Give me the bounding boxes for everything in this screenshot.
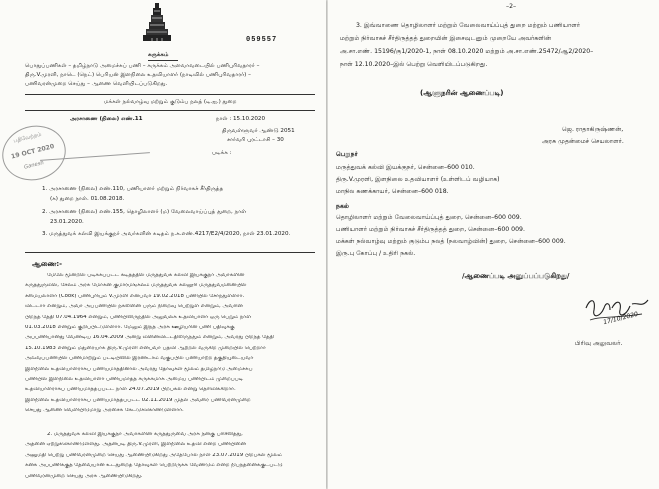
department-line: மக்கள் நல்வாழ்வு மற்றும் குடும்ப நலத் (டி.ஐ.) துறை — [104, 99, 237, 105]
signatory-title: அரசு முதன்மைச் செயலாளர். — [542, 138, 624, 145]
order-para2-line-4: கனக அப்பணிக்குத் தேவையான உட்துறைத் தேர்வுகள் பெற்றிருக்க வேண்டும் என்ற நிபந்தனைக்குட்பட்டு — [25, 463, 283, 469]
summary-line-1: பொதுப்பணிகள் – தமிழ்நாடு அமைச்சுப் பணி – சுருக்கம் அளவாவடையில் பணிபுரிவதாரர் – — [25, 63, 260, 69]
para3-line-4: நாள் 12.10.2020–இல் பெற்று வெளியிடப்படுகிறது. — [340, 61, 488, 68]
document-page-1 — [0, 0, 326, 489]
reference-1-cont: (க) துறை நாள். 01.08.2018. — [50, 196, 125, 202]
go-date: நாள் : 15.10.2020 — [216, 116, 266, 122]
copy-label: நகல் — [336, 203, 350, 210]
handwritten-signature — [582, 288, 654, 332]
recipient-1: மருத்துவக் கல்வி இயக்குநர், சென்னை–600 010. — [336, 164, 475, 171]
order-para2-line-5: பணிவரன்முறை செய்து அரசு ஆணையிடுகிறது. — [25, 473, 143, 479]
reference-2-cont: 23.01.2020. — [50, 219, 84, 225]
handwritten-date: 17/10/2020 — [602, 310, 639, 327]
copy-to-4: இரு.பு கோப்பு / உதிரி நகல். — [336, 250, 416, 257]
order-para1-line-12: உதவியாளராகப் பணியமர்த்தப்பட்ட நாள் 24.07.2019 பிறபகல் என்று தெரிவிக்கிறார். — [25, 387, 236, 393]
document-page-2 — [328, 0, 659, 489]
order-para1-line-11: பணியில் இளநிலை உதவியாளர் பணியமர்த்த சுருக்கமாக அமைய பணியிடம் முறைப்படி — [25, 377, 243, 382]
forwarded-by: /ஆணைப்படி அனுப்பப்படுகிறது/ — [462, 272, 570, 280]
summary-heading: சுருக்கம் — [148, 52, 169, 58]
recipients-label: பெறுநர் — [336, 151, 358, 158]
page-number: –2– — [506, 3, 517, 10]
order-heading: ஆணை:- — [32, 260, 63, 268]
copy-to-3: மக்கள் நல்வாழ்வு மற்றும் குடும்ப நலத் (நலவாழ்வின்) துறை, சென்னை–600 009. — [336, 238, 566, 245]
order-para1-line-5: பிறந்த தேதி 07.04.1964 என்றும், பணியிலிருந்தில் அலுவலக உதவியாளர் ஒரு பெறும் நாள் — [25, 314, 251, 320]
order-para1-line-3: சமையலாளர் (Cook) பணிபுரியும் V.முரளி என்பவர் 19.02.2018 பணியில் சேர்ந்துள்ளார். — [25, 293, 245, 299]
read-label: படிக்க : — [212, 150, 232, 156]
order-para1-line-14: செய்து ஆணை வெளியிடுமாறு அரசைக் கேட்டுக்கொண்டுள்ளார். — [25, 408, 184, 414]
order-para1-line-6: 01.03.2018 என்றும் குறிப்பிட்டுள்ளார். மேலும் இந்த அரசு ஊழியரின் பணி பதிவுக்கு — [25, 325, 235, 330]
section-officer-title: பிரிவு அலுவலர். — [575, 340, 623, 347]
summary-line-2: திரு.V.முரளி, நாடெ (நெட்) பெரியன் இளநிலை உதவியாளர் (நாடிவில் பணிபுரிவதாரர்) – — [25, 72, 251, 78]
order-para1-line-1: மேலே மூன்றில் படிக்கப்பட்ட கடிதத்தில் மருத்துவக் கல்வி இயக்குநர் அவர்களின் — [47, 273, 245, 278]
order-para1-line-8: 15.10.1983 என்றும் மதுரையாக திரு.V.முரளி என்பவர் பதவி ஆற்றல் வருகிற முறையில் பெற்றார் — [25, 345, 266, 351]
order-para2-line-1: 2. மருத்துவக் கல்வி இயக்குநர் அவர்களின் கருத்துருவை அரசு நன்கு பரிசீலித்து, — [47, 432, 243, 437]
reference-2: 2. அரசாணை (நிலை) எண்.155, தொழிலாளர் (ம) வேலைவாய்ப்புத் துறை, நாள் — [42, 209, 247, 215]
para3-line-2: மற்றும் நிர்வாகச் சீர்திருத்தத் துறையின் இசைவுடனும் முறையே அவர்களின் — [340, 35, 552, 42]
tamil-year: திருவள்ளுவர் ஆண்டு 2051 — [222, 128, 295, 134]
reference-3: 3. மருத்துவக் கல்வி இயக்குநர் அவர்களின் கடிதம் ந.க.எண்.4217/E2/4/2020, நாள் 23.01.2020. — [42, 231, 291, 237]
reference-1: 1. அரசாணை (நிலை) எண்.110, பணியாளர் மற்றும் நிர்வாகச் சீர்திருத்த — [42, 186, 224, 192]
order-para1-line-13: இளநிலை உதவியாளராகப் பணியமர்த்தப்பட்ட 02.11.2019 முதல் அவரை பணிவரன்முறை — [25, 397, 251, 403]
serial-number: 059557 — [246, 36, 278, 44]
recipient-3: மாநில கணக்காயர், சென்னை–600 018. — [336, 188, 449, 195]
para3-line-3: அ.சா.எண். 15196/கு1/2020-1, நாள் 08.10.2020 மற்றும் அ.சா.எண்.25472/ஆ2/2020– — [340, 48, 594, 55]
government-emblem-icon — [140, 2, 174, 42]
para3-line-1: 3. இவ்வாணை தொழிலாளர் மற்றும் வேலைவாய்ப்புத் துறை மற்றும் பணியாளர் — [356, 22, 581, 29]
recipient-2: திரு.V.முரளி, இளநிலை உதவியாளர் (உள்ளிடப் வழியாக) — [336, 176, 500, 183]
tamil-month: சார்வரி புரட்டாசி – 30 — [227, 137, 284, 143]
copy-to-1: தொழிலாளர் மற்றும் வேலைவாய்ப்புத் துறை, சென்னை–600 009. — [336, 214, 522, 221]
governor-order: (ஆளுநரின் ஆணைப்படி) — [420, 89, 504, 97]
order-para1-line-2: கருத்துருவில், சேலம் அரசு மோகன் குமாரமங்கலம் மருத்துவக் கல்லூரி மருத்துவமனையில் — [25, 283, 247, 289]
received-stamp: பதிவேற்றம் 19 OCT 2020 Ganesh — [0, 119, 72, 187]
order-para2-line-2: அதனை ஏற்றுக்கொண்டுள்ளது. அதன்படி திரு.V.முரளி, இளநிலை உதவி என்ற பணியினை — [25, 442, 246, 448]
order-para1-line-10: இளநிலை உதவியாளராகப் பணியமர்த்தினால் அவரது தேர்வுகள் மூலம் தமிழ்நாடு அமைச்சுப் — [25, 366, 253, 372]
order-para1-line-9: அவ்வப்பணியில் பணிமாற்றும் பட்டியிலில் இரண்டாம் வகுப்பில் பணியாற்ற தகுதியுடையவர் — [25, 356, 254, 362]
order-para1-line-4: விட்டார் என்றும், அவர் அப்பணியில் நகலினை பரும் நிறைவு பெற்றுள் என்றும், அவரின் — [25, 304, 243, 310]
signatory-name: ஜெ. ராதாகிருஷ்ணன், — [562, 126, 624, 133]
order-para2-line-3: அனுமதி பெற்று பணிவரன்முறை செய்து ஆணையிடுகிறது அதேபோல் நாள் 23.07.2019 பிறபகல் மூலம் — [25, 452, 282, 458]
copy-to-2: பணியாளர் மற்றும் நிர்வாகச் சீர்திருத்தத் துறை, சென்னை–600 009. — [336, 226, 525, 233]
order-para1-line-7: அப்பணியானது வேண்டிய 16.04.2009 அன்று வினைவிட்டதிலிருந்தும் என்றும், அவரது பிறந்த தேதி — [25, 335, 274, 341]
summary-line-3: பணிவரன்முறை செய்து – ஆணை வெளியிடப்படுகிறது. — [25, 81, 168, 87]
go-number: அரசாணை (நிலை) எண்.11 — [70, 116, 143, 122]
